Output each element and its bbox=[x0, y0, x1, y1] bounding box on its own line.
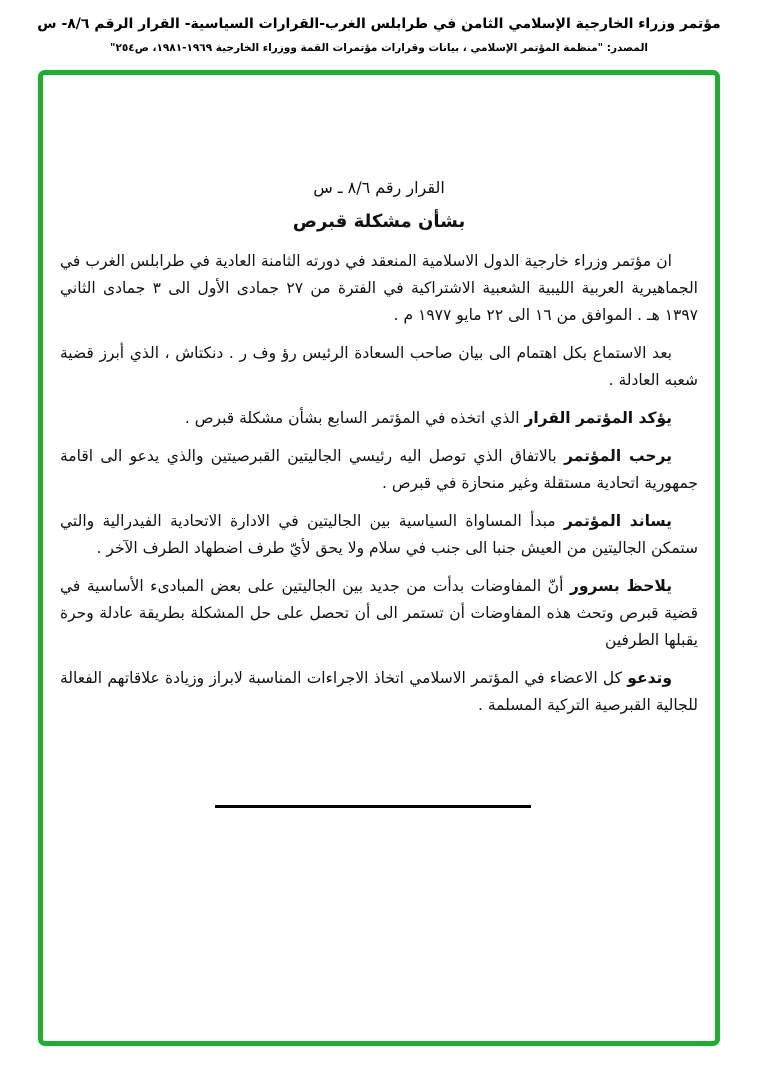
horizontal-divider bbox=[215, 805, 531, 808]
paragraph-hearing bbox=[60, 340, 698, 394]
paragraph-preamble bbox=[60, 248, 698, 329]
paragraph-lead: يؤكد المؤتمر القرار bbox=[524, 409, 672, 427]
resolution-subject-title: بشأن مشكلة قبرص bbox=[292, 211, 466, 232]
paragraph-lead: يلاحظ بسرور bbox=[569, 577, 673, 595]
paragraph-text: كل الاعضاء في المؤتمر الاسلامي اتخاذ الاجراءات المناسبة لابراز وزيادة علاقاتهم الفعالة للجالية القبرصية التركية المسلمة . bbox=[60, 669, 698, 714]
paragraph-lead: يرحب المؤتمر bbox=[564, 447, 672, 465]
paragraph-text: أنّ المفاوضات بدأت من جديد بين الجاليتين على بعض المبادىء الأساسية في قضية قبرص وتحث هذه المفاوضات أن تستمر الى أن تحصل على حل المشكلة بطريقة عادلة وحرة يقبلها الطرفين bbox=[60, 577, 698, 649]
paragraph-text: مبدأ المساواة السياسية بين الجاليتين في الادارة الاتحادية الفيدرالية والتي ستمكن الجاليتين من العيش جنبا الى جنب في سلام ولا يحق لأيّ طرف اضطهاد الطرف الآخر . bbox=[60, 512, 698, 557]
paragraph-welcomes bbox=[60, 443, 698, 497]
paragraph-text: بعد الاستماع بكل اهتمام الى بيان صاحب السعادة الرئيس رؤ وف ر . دنكتاش ، الذي أبرز قضية شعبه العادلة . bbox=[60, 344, 698, 389]
paragraph-calls-upon bbox=[60, 665, 698, 719]
paragraph-text: بالاتفاق الذي توصل اليه رئيسي الجاليتين القبرصيتين والذي يدعو الى اقامة جمهورية اتحادية مستقلة وغير منحازة في قبرص . bbox=[60, 447, 698, 492]
citation-title: مؤتمر وزراء الخارجية الإسلامي الثامن في طرابلس الغرب-القرارات السياسية- القرار الرقم ٨/٦- س bbox=[37, 16, 721, 32]
paragraph-lead: وتدعو bbox=[627, 669, 672, 687]
citation-source: المصدر: "منظمة المؤتمر الإسلامي ، بيانات وقرارات مؤتمرات القمة ووزراء الخارجية ⁦١٩٦٩-١٩٨١⁩، ص٢٥٤" bbox=[109, 42, 648, 54]
paragraph-supports bbox=[60, 508, 698, 562]
paragraph-reaffirms bbox=[60, 405, 698, 432]
document-frame bbox=[38, 70, 720, 1046]
paragraph-lead: يساند المؤتمر bbox=[563, 512, 672, 530]
resolution-number-title: القرار رقم ٨/٦ ـ س bbox=[313, 178, 445, 197]
citation-header bbox=[0, 0, 758, 56]
paragraph-text: ان مؤتمر وزراء خارجية الدول الاسلامية المنعقد في دورته الثامنة العادية في طرابلس الغرب في الجماهيرية العربية الليبية الشعبية الاشتراكية في الفترة من ٢٧ جمادى الأول الى ٣ جمادى الثاني ١٣٩٧ هـ . الموافق من ١٦ الى ٢٢ مايو ١٩٧٧ م . bbox=[60, 252, 698, 324]
paragraph-text: الذي اتخذه في المؤتمر السابع بشأن مشكلة قبرص . bbox=[184, 409, 525, 427]
paragraph-notes bbox=[60, 573, 698, 654]
